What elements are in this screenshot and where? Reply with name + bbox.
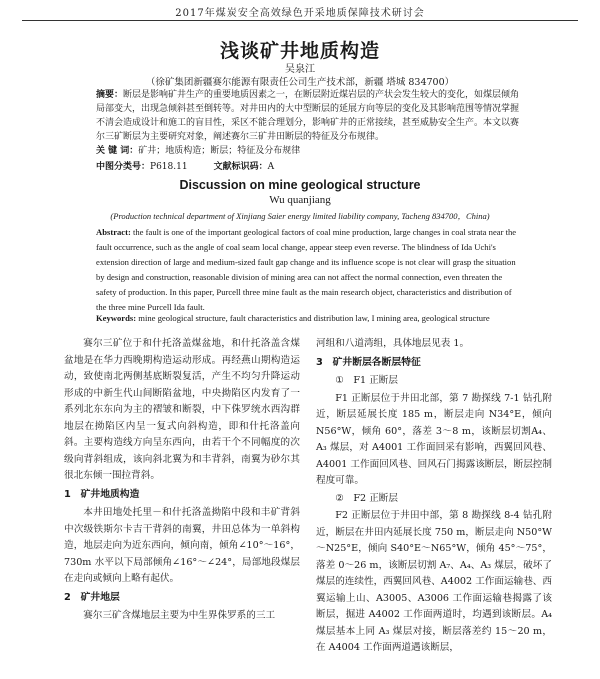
author-en: Wu quanjiang — [269, 194, 331, 206]
subsection-heading: ① F1 正断层 — [335, 375, 398, 386]
affiliation-cn: （徐矿集团新疆赛尔能源有限责任公司生产技术部，新疆 塔城 834700） — [145, 77, 455, 88]
body-paragraph: 赛尔三矿含煤地层主要为中生界侏罗系的三工 — [83, 610, 276, 621]
section-heading: 1 矿井地质构造 — [64, 488, 140, 500]
affiliation-en: (Production technical department of Xinjiang Saier energy limited liability company, Tacheng 834700，China) — [110, 211, 490, 221]
abstract-en-label: Abstract: — [96, 227, 131, 237]
body-right-column — [316, 336, 552, 657]
section-heading: 2 矿井地层 — [64, 591, 120, 603]
abstract-cn — [96, 88, 522, 144]
title-cn: 浅谈矿井地质构造 — [219, 40, 380, 62]
keywords-cn — [96, 144, 522, 158]
keywords-en-text: mine geological structure, fault characteristics and distribution law, I mining area, geological structure — [138, 313, 490, 323]
doc-code-label: 文献标识码： — [213, 162, 268, 172]
abstract-cn-label: 摘要： — [96, 90, 124, 100]
author-cn: 吴泉江 — [285, 64, 315, 75]
body-paragraph: F2 正断层位于井田中部，第 8 勘探线 8-4 钻孔附近，断层在井田内延展长度 750 m，断层走向 N50°W～N25°E，倾向 S40°E～N65°W，倾角 45°～75°，落差 0～26 m，该断层切割 A₇、A₄、A₃ 煤层，破坏了煤层的连续性，西翼回风巷、A4002 工作面运输巷、西翼运输上山、A3005、A3006 工作面运输巷揭露了该断层，掘进 A4002 工作面两道时，均遇到该断层。A₄ 煤层基本上同 A₃ 煤层对接，断层落差约 15～20 m，在 A4004 工作面两道遇该断层， — [316, 510, 552, 653]
class-cn-label: 中图分类号： — [96, 162, 151, 172]
keywords-en — [96, 311, 522, 325]
body-paragraph: F1 正断层位于井田北部，第 7 勘探线 7-1 钻孔附近，断层延展长度 185 m，断层走向 N34°E，倾向 N56°W，倾角 60°，落差 3～8 m，该断层切割A₄、A₃ 煤层，对 A4001 工作面回采有影响，西翼回风巷、A4001 工作面回风巷、回风石门揭露该断层，断层控制程度可靠。 — [316, 392, 552, 486]
keywords-cn-label: 关 键 词： — [96, 146, 139, 156]
keywords-cn-text: 矿井；地质构造；断层；特征及分布规律 — [138, 146, 301, 156]
body-paragraph: 本井田地处托里－和什托洛盖拗陷中段和丰矿背斜中次级铁斯尔卡吉干背斜的南翼，井田总体为一单斜构造，地层走向为近东西向，倾向南，倾角∠10°～16°，730m 水平以下局部倾角∠16°～∠24°，局部地段煤层在走向或倾向上略有起伏。 — [64, 507, 300, 584]
title-en: Discussion on mine geological structure — [179, 178, 421, 192]
body-paragraph: 赛尔三矿位于和什托洛盖煤盆地，和什托洛盖含煤盆地是在华力西晚期构造运动形成。再经燕山期构造运动，致使南北两侧基底断裂复活，产生不均匀升降运动形成的中新生代山间断陷盆地，中央拗陷区内发育了一系列北东东向为主的褶皱和断裂，中下侏罗统水西沟群地层在拗陷区内呈一复式向斜构造，即和什托洛盖向斜。主要构造线方向呈东西向，由若干个不同幅度的次级向背斜组成，该向斜北翼为和丰背斜，南翼为砂尔其很北东倾一围拉背斜。 — [64, 338, 300, 481]
abstract-en-text: the fault is one of the important geological factors of coal mine production, large changes in coal strata near the fault occurrence, such as the angle of coal seam local change, appear steep even reverse. The blindness of Ida Uchi's extension direction of large and medium-sized fault gap change and its influence scope is not clear will grasp the situation by design and construction, reasonable division of mining area can not affect the normal connection, even threaten the safety of production. In this paper, Purcell three mine fault as the main research object, characteristics and distribution of the three mine Purcell Ida fault. — [96, 227, 517, 312]
header-rule — [22, 20, 578, 21]
running-header: 2017年煤炭安全高效绿色开采地质保障技术研讨会 — [175, 8, 425, 19]
classification-line — [96, 160, 522, 174]
body-paragraph: 河组和八道湾组，具体地层见表 1。 — [316, 338, 470, 349]
body-left-column — [64, 336, 300, 625]
section-heading: 3 矿井断层各断层特征 — [316, 356, 421, 368]
abstract-en — [96, 225, 522, 315]
subsection-heading: ② F2 正断层 — [335, 492, 398, 504]
abstract-cn-text: 断层是影响矿井生产的重要地质因素之一，在断层附近煤岩层的产状会发生较大的变化，如煤层倾角局部变大，出现急倾斜甚至倒转等。对井田内的大中型断层的延展方向等层的变化及其影响范围等情况掌握不清会造成设计和施工的盲目性，采区不能合理划分，影响矿井的正常接续，甚至威胁安全生产。本文以赛尔三矿断层为主要研究对象，阐述赛尔三矿井田断层的特征及分布规律。 — [96, 90, 520, 142]
keywords-en-label: Keywords: — [96, 313, 137, 323]
doc-code-value: A — [267, 162, 275, 172]
class-cn-value: P618.11 — [150, 162, 188, 172]
